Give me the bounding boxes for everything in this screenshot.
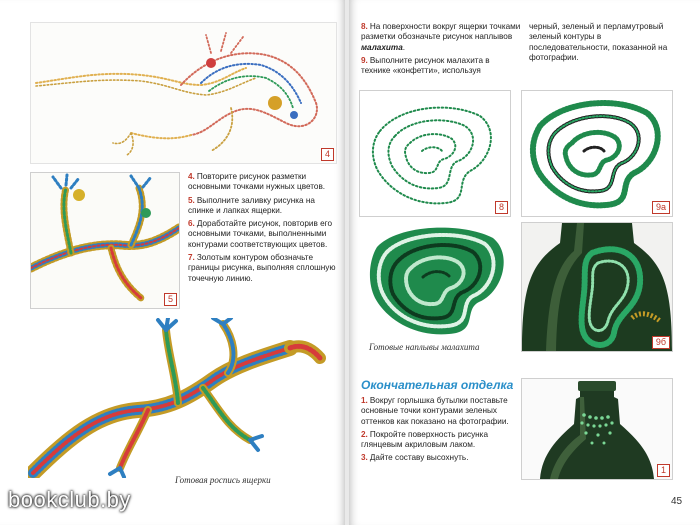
figure-5-lizard-closeup xyxy=(30,172,180,309)
final-finishing-steps xyxy=(361,396,521,467)
step-item: 4. Повторите рисунок разметки основными точками нужных цветов. xyxy=(188,172,326,192)
instruction-steps-4-7 xyxy=(188,172,338,287)
final-lizard-caption: Готовая роспись ящерки xyxy=(175,475,271,485)
step-item: 6. Доработайте рисунок, повторив его основными точками, выполненными контурами соответствующих цветов. xyxy=(188,219,333,249)
figure-number-badge: 4 xyxy=(321,148,334,161)
watermark: bookclub.by xyxy=(8,487,131,512)
figure-9a-malachite-progress xyxy=(521,90,673,217)
figure-number-badge: 5 xyxy=(164,293,177,306)
step-item: 5. Выполните заливку рисунка на спинке и лапках ящерки. xyxy=(188,195,315,215)
figure-4-lizard-outline xyxy=(30,22,337,164)
step-item: 3. Дайте составу высохнуть. xyxy=(361,453,469,463)
step-item: 2. Покройте поверхность рисунка глянцевым акриловым лаком. xyxy=(361,429,488,450)
figure-number-badge: 8 xyxy=(495,201,508,214)
final-lizard-illustration xyxy=(28,318,328,478)
instruction-steps-8-9 xyxy=(361,22,521,79)
figure-8-malachite-markup xyxy=(359,90,511,217)
step-item: 8. На поверхности вокруг ящерки точками разметки обозначьте рисунок наплывов малахита. xyxy=(361,22,521,52)
step-item: 9. Выполните рисунок малахита в технике «конфетти», используя xyxy=(361,55,490,76)
malachite-caption: Готовые наплывы малахита xyxy=(369,342,480,352)
figure-number-badge: 9б xyxy=(652,336,670,349)
step-item: 1. Вокруг горлышка бутылки поставьте основные точки контурами зеленых оттенков как показано на фотографии. xyxy=(361,396,509,426)
right-page xyxy=(349,0,700,525)
figure-1-bottle-neck xyxy=(521,378,673,480)
figure-number-badge: 1 xyxy=(657,464,670,477)
left-page xyxy=(0,0,345,525)
page-number: 45 xyxy=(671,496,683,507)
figure-9b-bottle-malachite xyxy=(521,222,673,352)
step-item: 7. Золотым контуром обозначьте границы рисунка, выполняя сплошную точечную линию. xyxy=(188,253,336,283)
instruction-continuation: черный, зеленый и перламутровый зеленый контуры в последовательности, показанной на фотографии. xyxy=(529,22,668,62)
section-heading: Окончательная отделка xyxy=(361,378,514,392)
figure-number-badge: 9а xyxy=(652,201,670,214)
finished-malachite-illustration xyxy=(363,222,513,337)
